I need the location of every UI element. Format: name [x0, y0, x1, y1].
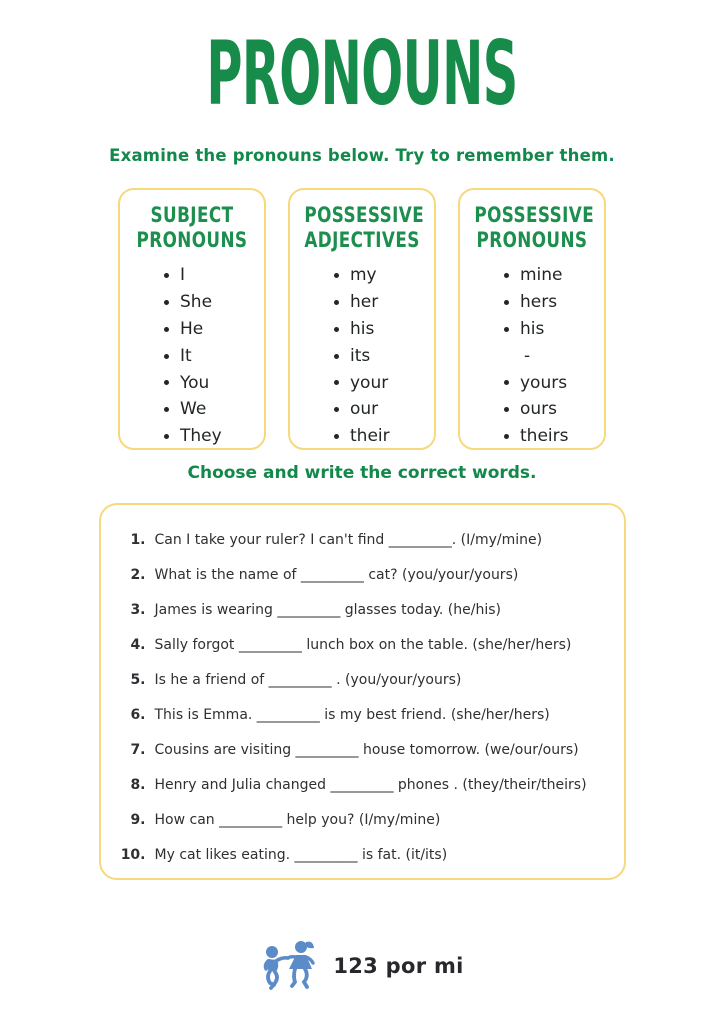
- bullet-icon: [504, 434, 509, 439]
- bullet-icon: [334, 354, 339, 359]
- bullet-icon: [334, 300, 339, 305]
- pronoun-item: [164, 316, 264, 343]
- card-title: POSSESSIVE ADJECTIVES: [304, 203, 425, 253]
- question-text: Cousins are visiting _________ house tomorrow. (we/our/ours): [154, 742, 579, 758]
- question-item: [121, 602, 608, 619]
- question-text: My cat likes eating. _________ is fat. (it/its): [154, 847, 448, 863]
- pronoun-item: [504, 289, 604, 316]
- question-item: [121, 847, 608, 864]
- pronoun-item: [334, 396, 434, 423]
- footer: [0, 938, 724, 994]
- question-number: 5.: [130, 672, 146, 688]
- pronoun-item-label: You: [180, 372, 210, 393]
- pronoun-item: [504, 370, 604, 397]
- question-text: Sally forgot _________ lunch box on the table. (she/her/hers): [154, 637, 572, 653]
- exercise-heading: Choose and write the correct words.: [187, 463, 537, 483]
- pronoun-item-label: -: [524, 345, 531, 366]
- pronoun-item: [334, 262, 434, 289]
- pronoun-item: [164, 370, 264, 397]
- bullet-icon: [164, 407, 169, 412]
- dancing-children-logo-icon: [260, 938, 322, 994]
- bullet-icon: [164, 300, 169, 305]
- pronoun-item-label: It: [180, 345, 192, 366]
- question-item: [121, 567, 608, 584]
- bullet-icon: [504, 380, 509, 385]
- pronoun-item-label: They: [180, 426, 222, 447]
- pronoun-item-label: yours: [520, 372, 568, 393]
- question-text: How can _________ help you? (I/my/mine): [154, 812, 441, 828]
- page-title: PRONOUNS: [206, 22, 518, 125]
- question-item: [121, 707, 608, 724]
- pronoun-item: [164, 343, 264, 370]
- pronoun-item: [334, 343, 434, 370]
- subtitle: Examine the pronouns below. Try to remember them.: [109, 146, 615, 165]
- pronoun-item: [504, 262, 604, 289]
- question-text: This is Emma. _________ is my best friend. (she/her/hers): [154, 707, 550, 723]
- pronoun-card: [118, 188, 266, 450]
- pronoun-item-label: ours: [520, 399, 558, 420]
- pronoun-item-label: your: [350, 372, 389, 393]
- question-number: 6.: [130, 707, 146, 723]
- question-item: [121, 812, 608, 829]
- pronoun-card: [458, 188, 606, 450]
- question-text: Henry and Julia changed _________ phones . (they/their/theirs): [154, 777, 587, 793]
- pronoun-item-label: She: [180, 292, 213, 313]
- question-number: 10.: [120, 847, 146, 863]
- question-item: [121, 532, 608, 549]
- question-item: [121, 742, 608, 759]
- pronoun-list: [290, 262, 434, 450]
- bullet-icon: [334, 380, 339, 385]
- pronoun-item: [334, 289, 434, 316]
- bullet-icon: [164, 434, 169, 439]
- question-number: 3.: [130, 602, 146, 618]
- pronoun-item-label: my: [350, 265, 377, 286]
- question-number: 7.: [130, 742, 146, 758]
- question-text: James is wearing _________ glasses today. (he/his): [154, 602, 501, 618]
- question-number: 1.: [130, 532, 146, 548]
- question-text: What is the name of _________ cat? (you/your/yours): [154, 567, 519, 583]
- pronoun-item: [334, 370, 434, 397]
- pronoun-item-label: her: [350, 292, 379, 313]
- bullet-icon: [334, 327, 339, 332]
- question-text: Is he a friend of _________ . (you/your/yours): [154, 672, 462, 688]
- pronoun-item: [504, 343, 604, 370]
- pronoun-list: [460, 262, 604, 450]
- pronoun-item-label: hers: [520, 292, 558, 313]
- question-number: 4.: [130, 637, 146, 653]
- pronoun-item-label: his: [350, 318, 375, 339]
- pronoun-item-label: our: [350, 399, 379, 420]
- pronoun-item: [504, 396, 604, 423]
- card-title: SUBJECT PRONOUNS: [136, 203, 248, 253]
- question-item: [121, 637, 608, 654]
- pronoun-item: [164, 423, 264, 450]
- pronoun-item-label: its: [350, 345, 371, 366]
- pronoun-item-label: We: [180, 399, 207, 420]
- bullet-icon: [164, 273, 169, 278]
- bullet-icon: [334, 273, 339, 278]
- pronoun-item: [164, 289, 264, 316]
- pronoun-item-label: He: [180, 318, 204, 339]
- pronoun-item-label: mine: [520, 265, 563, 286]
- pronoun-card: [288, 188, 436, 450]
- pronoun-item-label: I: [180, 265, 186, 286]
- pronoun-item: [164, 262, 264, 289]
- question-number: 9.: [130, 812, 146, 828]
- title-wrap: [0, 0, 724, 125]
- bullet-icon: [334, 434, 339, 439]
- question-number: 2.: [130, 567, 146, 583]
- question-number: 8.: [130, 777, 146, 793]
- question-text: Can I take your ruler? I can't find _________. (I/my/mine): [154, 532, 543, 548]
- cards-row: [0, 188, 724, 450]
- pronoun-list: [120, 262, 264, 450]
- bullet-icon: [334, 407, 339, 412]
- pronoun-item-label: their: [350, 426, 390, 447]
- bullet-icon: [164, 354, 169, 359]
- brand-name: 123 por mi: [333, 954, 464, 978]
- exercise-box: [99, 503, 626, 880]
- bullet-icon: [504, 327, 509, 332]
- bullet-icon: [164, 327, 169, 332]
- card-title: POSSESSIVE PRONOUNS: [474, 203, 595, 253]
- pronoun-item: [334, 423, 434, 450]
- questions-list: [121, 532, 608, 864]
- pronoun-item: [164, 396, 264, 423]
- bullet-icon: [504, 300, 509, 305]
- pronoun-item: [334, 316, 434, 343]
- question-item: [121, 672, 608, 689]
- bullet-icon: [164, 380, 169, 385]
- pronoun-item-label: his: [520, 318, 545, 339]
- pronoun-item: [504, 423, 604, 450]
- question-item: [121, 777, 608, 794]
- pronoun-item: [504, 316, 604, 343]
- bullet-icon: [504, 273, 509, 278]
- bullet-icon: [504, 407, 509, 412]
- pronoun-item-label: theirs: [520, 426, 569, 447]
